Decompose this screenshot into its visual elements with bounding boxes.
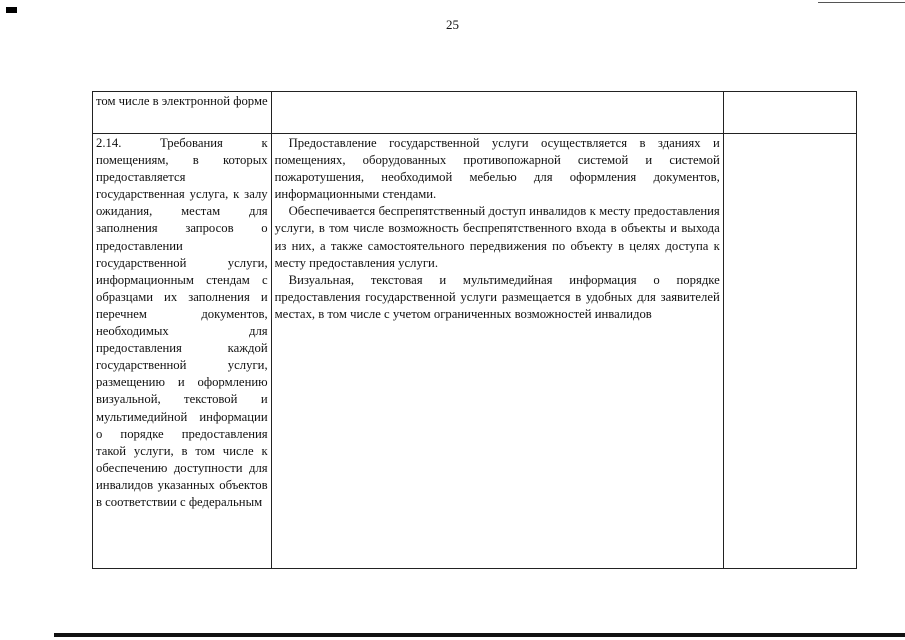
row2-col1 — [93, 134, 272, 569]
row2-col2-paragraph-3: Визуальная, текстовая и мультимедийная информация о порядке предоставления государственной услуги размещается в удобных для заявителей местах, в том числе с учетом ограниченных возможностей инвалидов — [274, 272, 720, 321]
row2-col3 — [723, 134, 856, 569]
row1-col1-text: том числе в электронной форме — [96, 94, 268, 108]
row2-col2 — [271, 134, 723, 569]
page-number: 25 — [446, 17, 459, 32]
requirements-table — [92, 91, 857, 569]
row2-col2-paragraph-1: Предоставление государственной услуги осуществляется в зданиях и помещениях, оборудованных противопожарной системой и системой пожаротушения, необходимой мебелью для оформления документов, информационными стендами. — [274, 136, 720, 202]
scan-top-rule — [818, 2, 905, 3]
row2-col1-text: 2.14. Требования к помещениям, в которых предоставляется государственная услуга, к залу ожидания, местам для заполнения запросов о предоставлении государственной услуги, информационным стендам с образцами их заполнения и перечнем документов, необходимых для предоставления каждой государственной услуги, размещению и оформлению визуальной, текстовой и мультимедийной информации о порядке предоставления такой услуги, в том числе к обеспечению доступности для инвалидов указанных объектов в соответствии с федеральным — [96, 136, 268, 509]
table-row — [93, 134, 857, 569]
row2-col2-paragraph-2: Обеспечивается беспрепятственный доступ инвалидов к месту предоставления услуги, в том числе возможность беспрепятственного входа в объекты и выхода из них, а также самостоятельного передвижения по объекту в целях доступа к месту предоставления услуги. — [274, 204, 720, 270]
row1-col1 — [93, 92, 272, 134]
row1-col3 — [723, 92, 856, 134]
row1-col2 — [271, 92, 723, 134]
scan-corner-mark — [6, 7, 17, 13]
table-row — [93, 92, 857, 134]
scan-bottom-rule — [54, 633, 905, 637]
